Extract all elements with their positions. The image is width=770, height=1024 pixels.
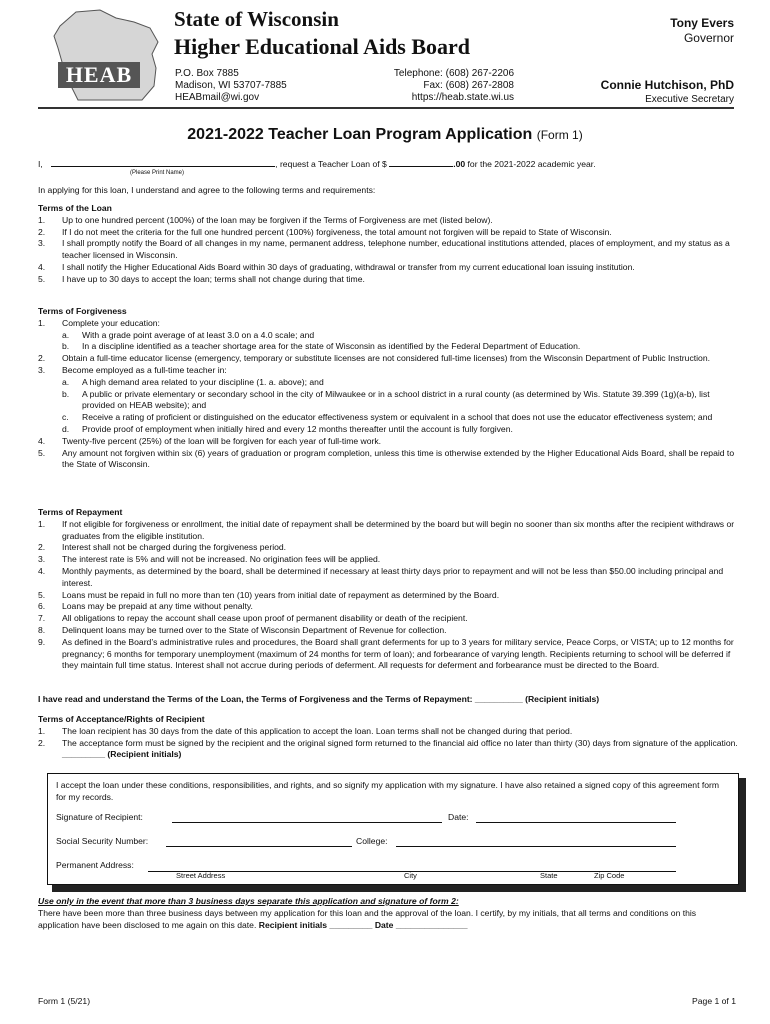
list-item: [38, 262, 738, 274]
footer-page-number: Page 1 of 1: [692, 996, 736, 1006]
list-item: [38, 738, 738, 762]
item-number: 2.: [38, 353, 46, 364]
item-number: 2.: [38, 542, 46, 553]
list-item: [38, 227, 738, 239]
terms-acceptance-heading: Terms of Acceptance/Rights of Recipient: [38, 714, 205, 724]
item-text: Complete your education:: [62, 317, 160, 328]
form2-heading: Use only in the event that more than 3 business days separate this application and signature of form 2:: [38, 896, 459, 906]
date-field[interactable]: [476, 820, 676, 823]
email-text: HEABmail@wi.gov: [175, 92, 260, 103]
list-item: [38, 590, 738, 602]
item-letter: b.: [62, 341, 70, 352]
address-line: Madison, WI 53707-7885: [175, 80, 287, 91]
list-item: [38, 215, 738, 227]
list-subitem: [38, 389, 738, 413]
item-letter: a.: [62, 376, 70, 387]
city-caption: City: [404, 871, 417, 880]
item-text: All obligations to repay the account shall cease upon proof of permanent disability or death of the recipient.: [62, 613, 468, 624]
footer-form-number: Form 1 (5/21): [38, 996, 91, 1006]
secretary-title: Executive Secretary: [645, 94, 734, 105]
item-number: 3.: [38, 364, 46, 375]
item-text: Monthly payments, as determined by the board, shall be determined if necessary at least thirty days prior to repayment and will not be less than $50.00 including principal and interest.: [62, 565, 724, 588]
item-number: 9.: [38, 636, 46, 647]
ssn-label: Social Security Number:: [56, 836, 149, 846]
address-line: P.O. Box 7885: [175, 68, 239, 79]
signature-label: Signature of Recipient:: [56, 812, 143, 822]
item-number: 1.: [38, 317, 46, 328]
governor-block: [600, 16, 734, 46]
board-contact: [360, 68, 514, 104]
name-field[interactable]: [51, 157, 275, 167]
item-number: 2.: [38, 226, 46, 237]
request-middle: , request a Teacher Loan of $: [275, 159, 387, 169]
list-item: [38, 436, 738, 448]
item-number: 5.: [38, 447, 46, 458]
item-number: 2.: [38, 737, 46, 748]
signature-box: [47, 773, 739, 885]
item-text: With a grade point average of at least 3.0 on a 4.0 scale; and: [82, 329, 315, 340]
item-number: 6.: [38, 601, 46, 612]
terms-forgiveness-heading: Terms of Forgiveness: [38, 306, 127, 316]
item-text: The acceptance form must be signed by the recipient and the original signed form returned to the financial aid office no later than thirty (30) days from signature of the application.: [62, 737, 738, 748]
item-text: Interest shall not be charged during the forgiveness period.: [62, 542, 287, 553]
board-name: Higher Educational Aids Board: [174, 34, 471, 59]
request-suffix: for the 2021-2022 academic year.: [467, 159, 596, 169]
form2-initials-field[interactable]: Recipient initials _________ Date _______________: [258, 919, 468, 930]
signature-field[interactable]: [172, 820, 442, 823]
address-label: Permanent Address:: [56, 860, 134, 870]
item-text: The interest rate is 5% and will not be increased. No origination fees will be applied.: [62, 554, 381, 565]
item-number: 5.: [38, 589, 46, 600]
item-text: Any amount not forgiven within six (6) years of graduation or program completion, unless this time is otherwise extended by the Higher Educational Aids Board, shall be repaid to the State of Wisconsin.: [62, 447, 735, 470]
item-text: Obtain a full-time educator license (emergency, temporary or substitute licenses are not considered full-time licenses) from the Wisconsin Department of Public Instruction.: [62, 353, 710, 364]
logo-text: HEAB: [58, 62, 140, 88]
header-rule: [38, 107, 734, 109]
state-name: State of Wisconsin: [174, 7, 339, 31]
terms-repayment-heading: Terms of Repayment: [38, 507, 123, 517]
item-text: Loans must be repaid in full no more than ten (10) years from initial date of repayment as determined by the Board.: [62, 589, 500, 600]
item-letter: a.: [62, 329, 70, 340]
form2-body: There have been more than three business days between my application for this loan and the approval of the loan. I certify, by my initials, that all terms and conditions on this application have been disclosed to me again on this date.: [38, 908, 697, 930]
item-text: I shall notify the Higher Educational Aids Board within 30 days of graduating, withdrawal or transfer from my current educational loan issuing institution.: [62, 261, 635, 272]
item-number: 4.: [38, 565, 46, 576]
list-item: [38, 613, 738, 625]
list-item: [38, 365, 738, 377]
zip-caption: Zip Code: [594, 871, 625, 880]
ssn-field[interactable]: [166, 844, 352, 847]
item-letter: b.: [62, 388, 70, 399]
item-letter: d.: [62, 423, 70, 434]
item-text: I shall promptly notify the Board of all changes in my name, permanent address, telephone number, educational institutions attended, places of employment, and my status as a teacher licensed in Wisconsin.: [62, 238, 730, 261]
list-item: [38, 554, 738, 566]
form2-text: [38, 908, 738, 932]
college-field[interactable]: [396, 844, 676, 847]
item-number: 4.: [38, 435, 46, 446]
item-text: Loans may be prepaid at any time without penalty.: [62, 601, 253, 612]
page-title: [0, 125, 770, 145]
state-logo: [38, 8, 168, 103]
item-text: Delinquent loans may be turned over to the State of Wisconsin Department of Revenue for collection.: [62, 624, 447, 635]
item-number: 3.: [38, 554, 46, 565]
item-number: 7.: [38, 613, 46, 624]
acknowledgement-line: I have read and understand the Terms of the Loan, the Terms of Forgiveness and the Terms of Repayment: __________ (Recipient initials): [38, 694, 600, 704]
item-number: 1.: [38, 725, 46, 736]
item-text: The loan recipient has 30 days from the date of this application to accept the loan. Loan terms shall not be changed during that period.: [62, 725, 573, 736]
item-letter: c.: [62, 412, 69, 423]
list-item: [38, 542, 738, 554]
item-number: 4.: [38, 261, 46, 272]
street-caption: Street Address: [176, 871, 226, 880]
item-number: 1.: [38, 518, 46, 529]
recipient-initials-field[interactable]: _________ (Recipient initials): [62, 749, 182, 760]
item-text: Provide proof of employment when initially hired and every 12 months thereafter until the account is fully forgiven.: [82, 423, 513, 434]
terms-loan-heading: Terms of the Loan: [38, 203, 112, 213]
terms-acceptance-section: [38, 714, 738, 761]
list-item: [38, 318, 738, 330]
item-number: 5.: [38, 273, 46, 284]
item-text: A public or private elementary or secondary school in the city of Milwaukee or in a school district in a rural county (as determined by Wis. Statute 39.399 (1g)(a-b), list provided on HEAB website); and: [82, 388, 710, 411]
item-text: If not eligible for forgiveness or enrollment, the initial date of repayment shall be determined by the board but will begin no sooner than six months after the recipient withdraws or graduates from the eligible institution.: [62, 518, 735, 541]
list-item: [38, 353, 738, 365]
list-subitem: [38, 330, 738, 342]
website-text: https://heab.state.wi.us: [411, 92, 514, 103]
list-subitem: [38, 341, 738, 353]
list-item: [38, 726, 738, 738]
list-item: [38, 519, 738, 543]
item-text: As defined in the Board’s administrative rules and procedures, the Board shall grant deferments for up to 3 years for military service, Peace Corps, or VISTA; up to 12 months for pregnancy; 6 months for temporary unemployment (maximum of 24 months for term of loan); and forbearance of varying length. Recipients returning to school will be deferred if they maintain full time status. Interest shall not accrue during periods of deferment. All requests for deferment and forbearance must be directed to the Board.: [62, 636, 734, 671]
item-text: Up to one hundred percent (100%) of the loan may be forgiven if the Terms of Forgiveness are met (listed below).: [62, 214, 493, 225]
list-item: [38, 274, 738, 286]
acceptance-statement: I accept the loan under these conditions, responsibilities, and rights, and so signify my application with my signature. I have also retained a signed copy of this agreement form for my records.: [56, 780, 720, 802]
terms-repayment-section: [38, 507, 738, 672]
title-form: (Form 1): [536, 128, 583, 142]
board-address: [175, 68, 287, 104]
list-subitem: [38, 377, 738, 389]
list-item: [38, 566, 738, 590]
list-item: [38, 625, 738, 637]
fax-text: Fax: (608) 267-2808: [423, 80, 514, 91]
governor-title: Governor: [683, 31, 734, 45]
title-main: 2021-2022 Teacher Loan Program Application: [187, 126, 533, 143]
item-number: 8.: [38, 624, 46, 635]
state-caption: State: [540, 871, 558, 880]
list-subitem: [38, 412, 738, 424]
item-text: If I do not meet the criteria for the full one hundred percent (100%) forgiveness, the total amount not forgiven will be repaid to State of Wisconsin.: [62, 226, 612, 237]
amount-suffix: .00: [453, 159, 466, 169]
item-text: Become employed as a full-time teacher in:: [62, 364, 227, 375]
item-text: I have up to 30 days to accept the loan; terms shall not change during that time.: [62, 273, 365, 284]
item-number: 3.: [38, 238, 46, 249]
amount-field[interactable]: [389, 157, 453, 167]
request-prefix: I,: [38, 159, 43, 169]
item-text: Twenty-five percent (25%) of the loan will be forgiven for each year of full-time work.: [62, 435, 382, 446]
telephone-text: Telephone: (608) 267-2206: [393, 68, 514, 79]
list-item: [38, 448, 738, 472]
secretary-block: [560, 78, 734, 106]
item-text: A high demand area related to your discipline (1. a. above); and: [82, 376, 324, 387]
name-caption: (Please Print Name): [130, 170, 185, 176]
item-text: Receive a rating of proficient or distinguished on the educator effectiveness system or equivalent in a school that does not use the educator effectiveness system; and: [82, 412, 713, 423]
terms-loan-section: [38, 203, 738, 286]
list-item: [38, 637, 738, 672]
college-label: College:: [356, 836, 388, 846]
terms-forgiveness-section: [38, 306, 738, 471]
governor-name: Tony Evers: [670, 16, 734, 30]
item-text: In a discipline identified as a teacher shortage area for the state of Wisconsin as identified by the Federal Department of Education.: [82, 341, 581, 352]
item-number: 1.: [38, 214, 46, 225]
list-subitem: [38, 424, 738, 436]
list-item: [38, 238, 738, 262]
secretary-name: Connie Hutchison, PhD: [600, 78, 734, 92]
list-item: [38, 601, 738, 613]
intro-text: In applying for this loan, I understand and agree to the following terms and requirements:: [38, 185, 376, 195]
date-label: Date:: [448, 812, 469, 822]
